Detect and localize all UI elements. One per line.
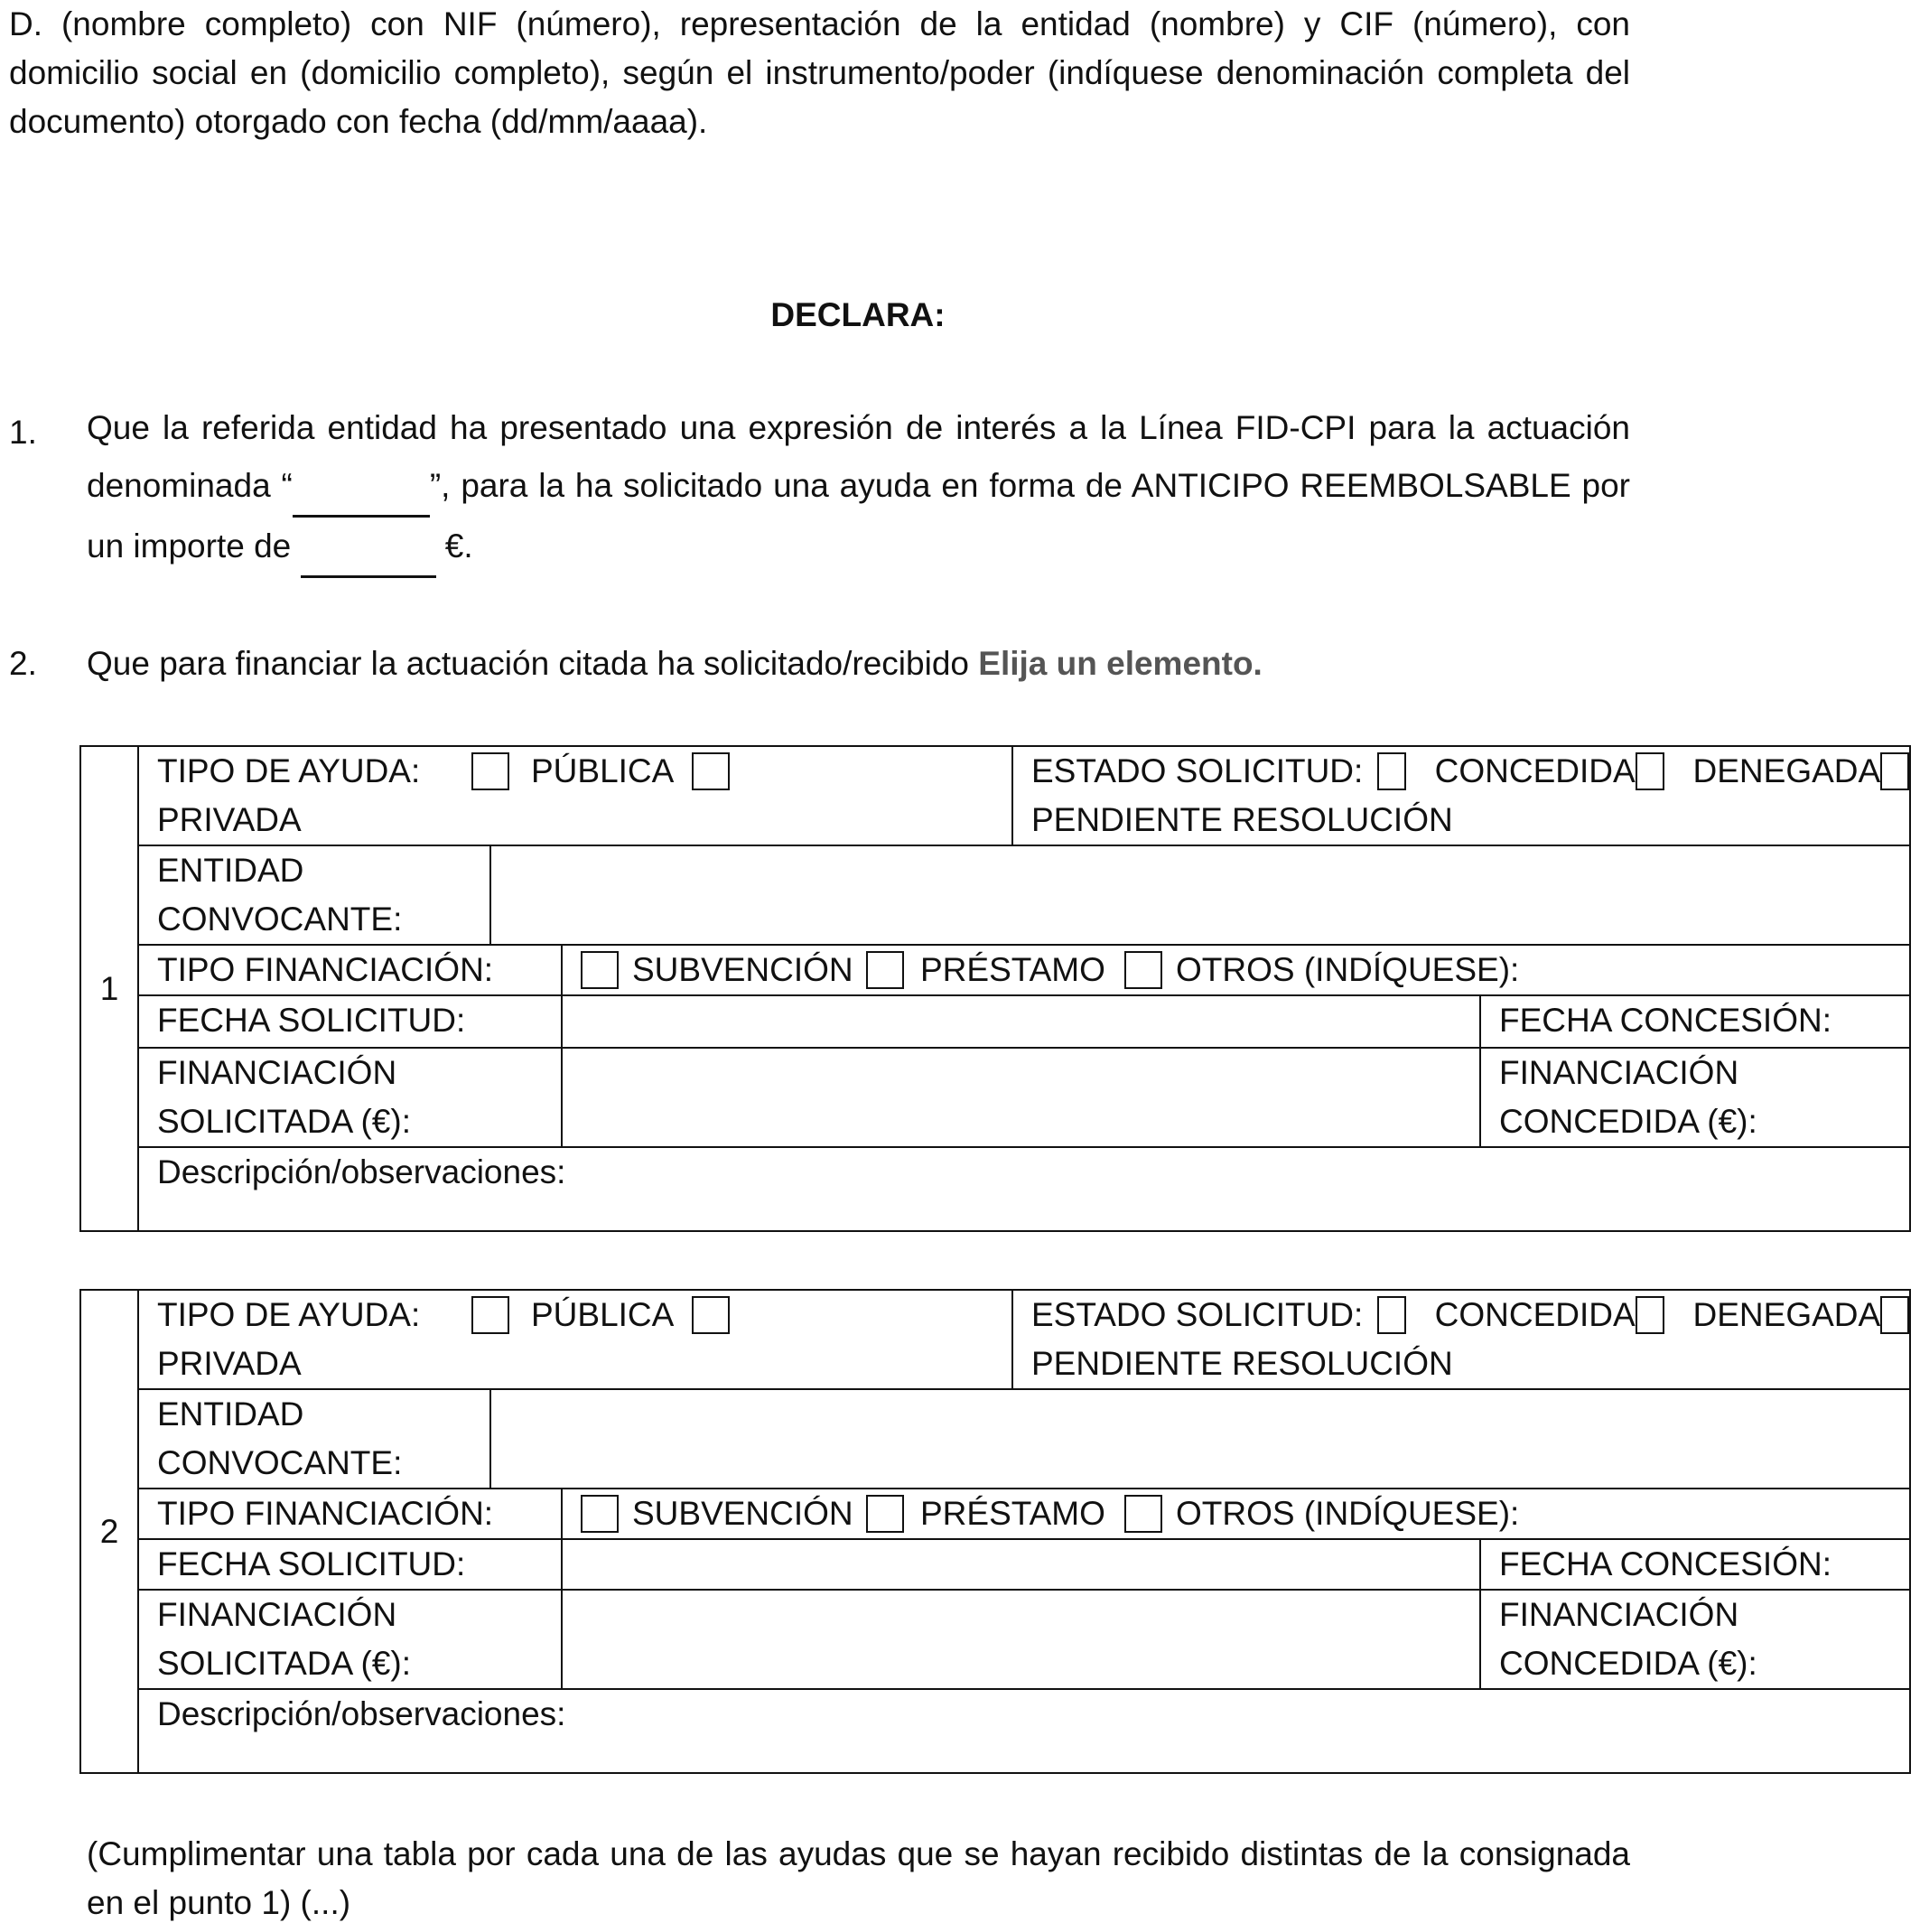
item-text-part: Que la referida entidad ha presentado una expresión de interés a la Línea FID-CPI para la actuación denominada “ [87, 409, 1630, 504]
intro-paragraph: D. (nombre completo) con NIF (número), representación de la entidad (nombre) y CIF (número), con domicilio social en (domicilio completo), según el instrumento/poder (indíquese denominación completa del documento) otorgado con fecha (dd/mm/aaaa). [9, 5, 1630, 140]
item-text-part: ”, para la ha solicitado una ayuda en forma de ANTICIPO REEMBOLSABLE por un importe de [87, 467, 1630, 565]
denegada-label: DENEGADA [1692, 752, 1881, 789]
tipo-ayuda-cell [138, 746, 1012, 845]
tipo-financiacion-label-cell [138, 945, 562, 995]
financiacion-solicitada-input-cell[interactable] [562, 1590, 1480, 1689]
entidad-label-cell [138, 1389, 490, 1489]
tipo-financiacion-label: TIPO FINANCIACIÓN: [157, 951, 494, 988]
solicitada-label: SOLICITADA (€): [157, 1645, 411, 1682]
fecha-concesion-label-cell [1480, 1539, 1910, 1590]
fecha-solicitud-input-cell[interactable] [562, 995, 1480, 1048]
entidad-input-cell[interactable] [490, 845, 1910, 945]
entidad-label: ENTIDAD [157, 852, 304, 889]
otros-checkbox[interactable] [1124, 951, 1162, 989]
financiacion-concedida-label: FINANCIACIÓN [1499, 1054, 1739, 1091]
convocante-label: CONVOCANTE: [157, 901, 403, 938]
tipo-financiacion-options-cell [562, 945, 1910, 995]
fecha-concesion-label: FECHA CONCESIÓN: [1499, 1002, 1831, 1039]
publica-label: PÚBLICA [531, 1296, 675, 1333]
financiacion-solicitada-label-cell [138, 1048, 562, 1147]
solicitada-label: SOLICITADA (€): [157, 1103, 411, 1140]
financiacion-solicitada-label-cell [138, 1590, 562, 1689]
item-text-part: €. [435, 527, 473, 565]
concedida-checkbox[interactable] [1377, 752, 1406, 790]
subvencion-label: SUBVENCIÓN [632, 1495, 853, 1532]
fecha-concesion-label-cell [1480, 995, 1910, 1048]
tipo-ayuda-label: TIPO DE AYUDA: [157, 752, 421, 789]
table-index: 2 [80, 1290, 138, 1773]
privada-checkbox[interactable] [692, 752, 730, 790]
fecha-concesion-label: FECHA CONCESIÓN: [1499, 1545, 1831, 1582]
concedida-amount-label: CONCEDIDA (€): [1499, 1103, 1757, 1140]
publica-label: PÚBLICA [531, 752, 675, 789]
estado-label: ESTADO SOLICITUD: [1031, 752, 1364, 789]
aid-table-1 [79, 745, 1911, 1232]
descripcion-label: Descripción/observaciones: [157, 1153, 566, 1190]
concedida-label: CONCEDIDA [1434, 752, 1636, 789]
denegada-checkbox[interactable] [1636, 1296, 1664, 1334]
prestamo-label: PRÉSTAMO [920, 951, 1105, 988]
fecha-solicitud-label-cell [138, 1539, 562, 1590]
prestamo-label: PRÉSTAMO [920, 1495, 1105, 1532]
entidad-input-cell[interactable] [490, 1389, 1910, 1489]
aid-table-2 [79, 1289, 1911, 1774]
tipo-ayuda-label: TIPO DE AYUDA: [157, 1296, 421, 1333]
fecha-solicitud-label: FECHA SOLICITUD: [157, 1002, 466, 1039]
item-number: 1. [9, 414, 37, 451]
subvencion-checkbox[interactable] [581, 1495, 619, 1533]
tipo-financiacion-options-cell [562, 1489, 1910, 1539]
privada-checkbox[interactable] [692, 1296, 730, 1334]
otros-label: OTROS (INDÍQUESE): [1176, 1495, 1520, 1532]
descripcion-cell[interactable] [138, 1147, 1910, 1231]
item-text [87, 635, 1630, 693]
entidad-label: ENTIDAD [157, 1395, 304, 1433]
pendiente-label: PENDIENTE RESOLUCIÓN [1031, 1345, 1453, 1382]
subvencion-label: SUBVENCIÓN [632, 951, 853, 988]
tipo-ayuda-cell [138, 1290, 1012, 1389]
prestamo-checkbox[interactable] [866, 1495, 904, 1533]
item-number: 2. [9, 645, 37, 682]
item-text [87, 399, 1630, 578]
denegada-checkbox[interactable] [1636, 752, 1664, 790]
otros-checkbox[interactable] [1124, 1495, 1162, 1533]
financiacion-solicitada-label: FINANCIACIÓN [157, 1596, 397, 1633]
privada-label: PRIVADA [157, 801, 302, 838]
convocante-label: CONVOCANTE: [157, 1444, 403, 1481]
blank-importe-field[interactable] [301, 518, 436, 578]
otros-label: OTROS (INDÍQUESE): [1176, 951, 1520, 988]
declara-title: DECLARA: [770, 296, 946, 333]
concedida-checkbox[interactable] [1377, 1296, 1406, 1334]
financiacion-concedida-label: FINANCIACIÓN [1499, 1596, 1739, 1633]
item-text-part: Que para financiar la actuación citada ha solicitado/recibido [87, 645, 979, 682]
tipo-financiacion-label: TIPO FINANCIACIÓN: [157, 1495, 494, 1532]
pendiente-checkbox[interactable] [1880, 1296, 1909, 1334]
tipo-financiacion-label-cell [138, 1489, 562, 1539]
concedida-amount-label: CONCEDIDA (€): [1499, 1645, 1757, 1682]
footer-note: (Cumplimentar una tabla por cada una de las ayudas que se hayan recibido distintas de la consignada en el punto 1) (...) [87, 1835, 1630, 1921]
fecha-solicitud-input-cell[interactable] [562, 1539, 1480, 1590]
financiacion-concedida-label-cell [1480, 1048, 1910, 1147]
concedida-label: CONCEDIDA [1434, 1296, 1636, 1333]
privada-label: PRIVADA [157, 1345, 302, 1382]
publica-checkbox[interactable] [471, 752, 509, 790]
choose-element-dropdown[interactable]: Elija un elemento. [978, 645, 1263, 682]
table-index: 1 [80, 746, 138, 1231]
estado-solicitud-cell [1012, 746, 1910, 845]
pendiente-label: PENDIENTE RESOLUCIÓN [1031, 801, 1453, 838]
financiacion-solicitada-label: FINANCIACIÓN [157, 1054, 397, 1091]
fecha-solicitud-label: FECHA SOLICITUD: [157, 1545, 466, 1582]
pendiente-checkbox[interactable] [1880, 752, 1909, 790]
denegada-label: DENEGADA [1692, 1296, 1881, 1333]
estado-solicitud-cell [1012, 1290, 1910, 1389]
fecha-solicitud-label-cell [138, 995, 562, 1048]
financiacion-solicitada-input-cell[interactable] [562, 1048, 1480, 1147]
prestamo-checkbox[interactable] [866, 951, 904, 989]
publica-checkbox[interactable] [471, 1296, 509, 1334]
descripcion-cell[interactable] [138, 1689, 1910, 1773]
subvencion-checkbox[interactable] [581, 951, 619, 989]
entidad-label-cell [138, 845, 490, 945]
estado-label: ESTADO SOLICITUD: [1031, 1296, 1364, 1333]
blank-actuacion-field[interactable] [293, 457, 430, 518]
descripcion-label: Descripción/observaciones: [157, 1695, 566, 1732]
financiacion-concedida-label-cell [1480, 1590, 1910, 1689]
